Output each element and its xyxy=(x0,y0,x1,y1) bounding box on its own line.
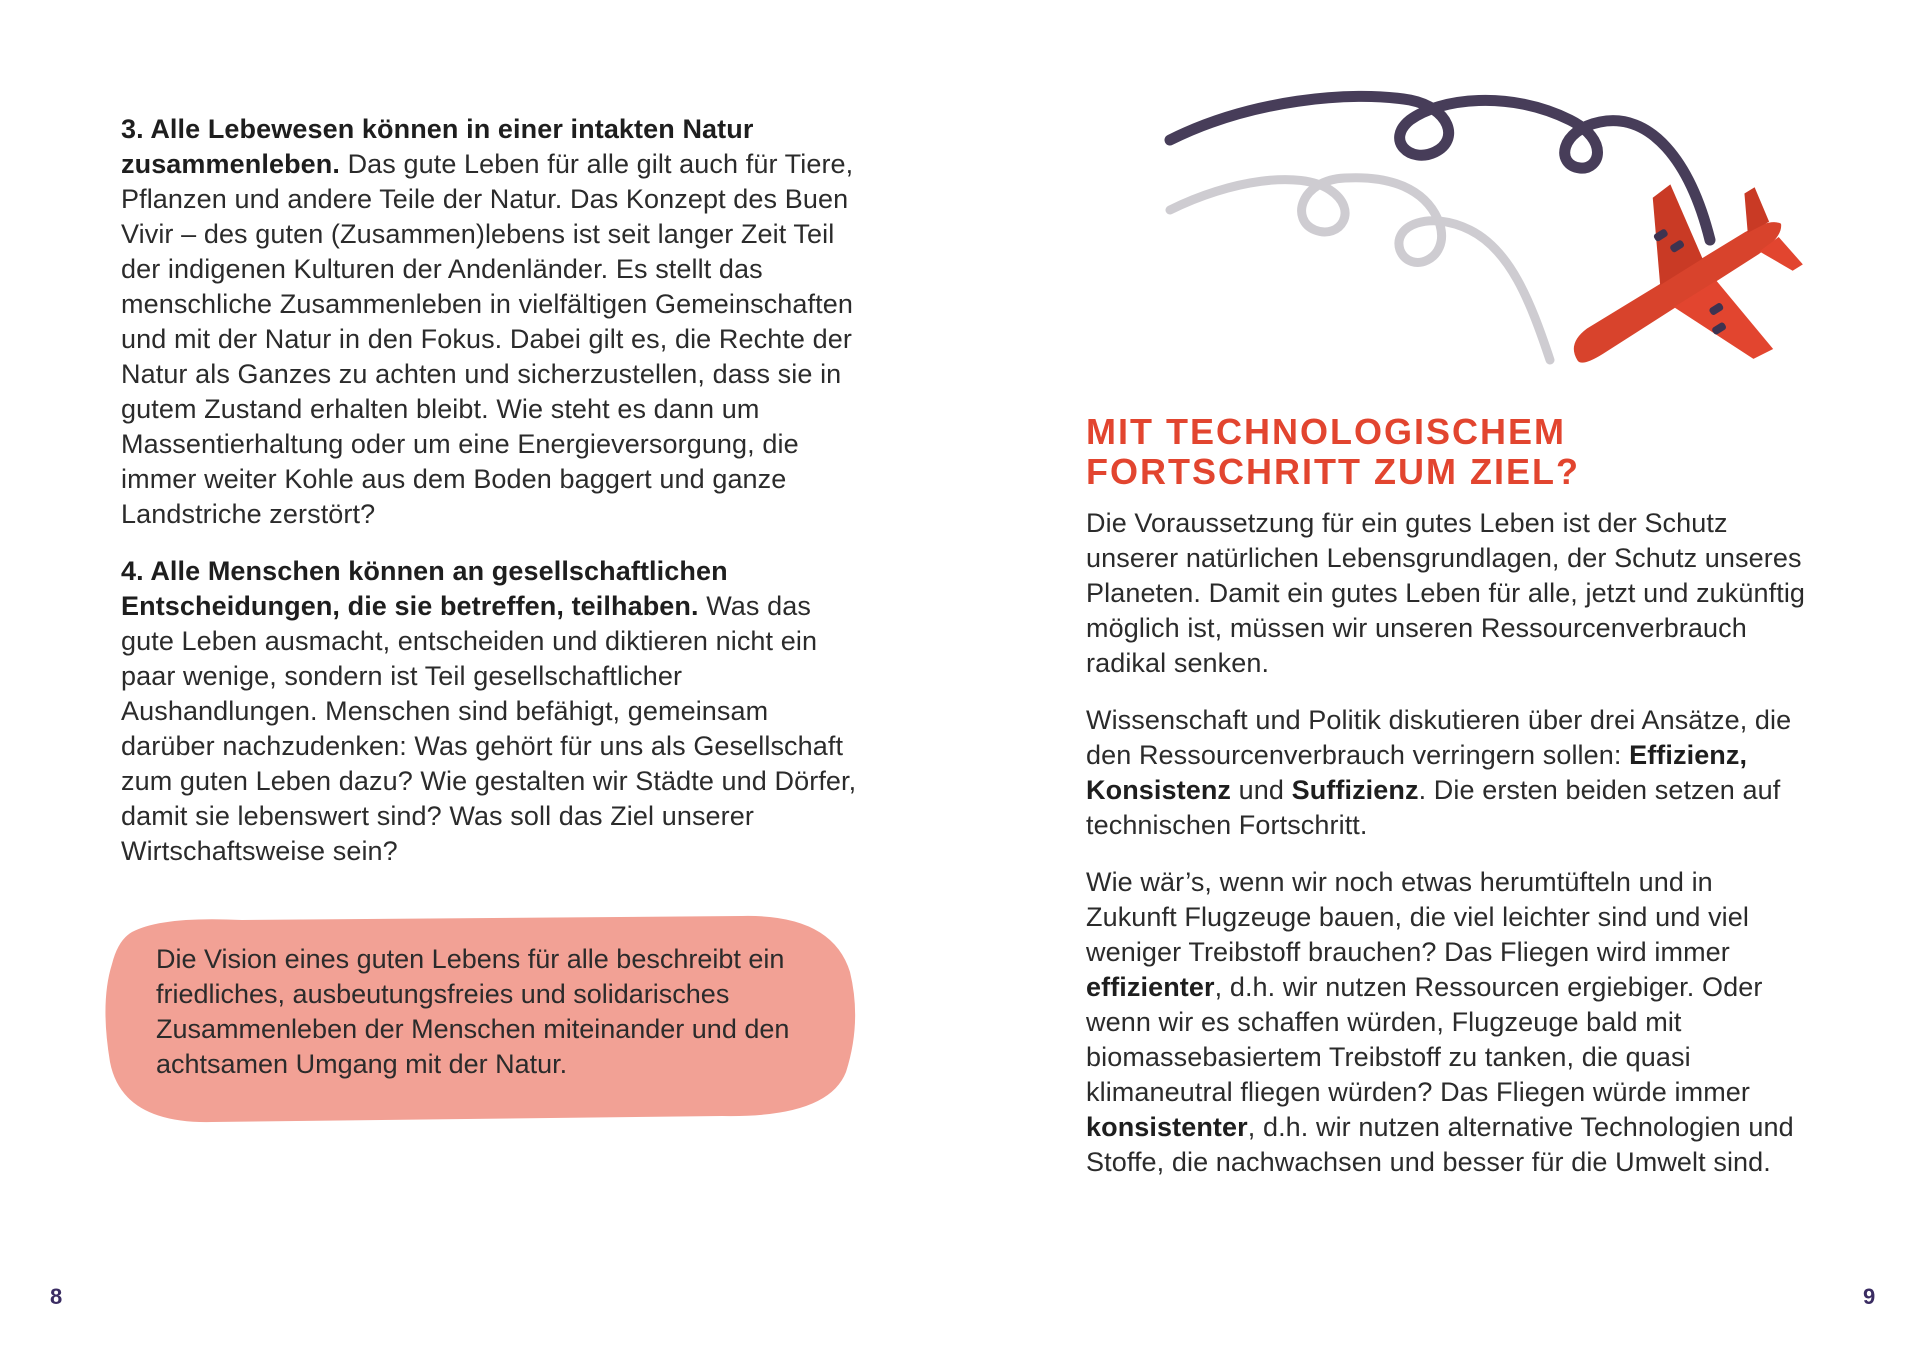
right-text-column xyxy=(1086,412,1806,1202)
paragraph-3 xyxy=(121,112,861,532)
callout-text: Die Vision eines guten Lebens für alle beschreibt ein friedliches, ausbeutungsfreies und solidarisches Zusammenleben der Menschen miteinander und den achtsamen Umgang mit der Natur. xyxy=(156,944,790,1079)
p3-text-1: Wie wär’s, wenn wir noch etwas herumtüfteln und in Zukunft Flugzeuge bauen, die viel leichter sind und viel weniger Treibstoff brauchen? Das Fliegen wird immer xyxy=(1086,867,1749,967)
paragraph-4-lead: 4. Alle Menschen können an gesellschaftlichen Entscheidungen, die sie betreffen, teilhaben. xyxy=(121,556,728,621)
paragraph-4 xyxy=(121,554,861,869)
p2-text-2: und xyxy=(1231,775,1292,805)
p3-text-3: , d.h. wir nutzen alternative Technologien und Stoffe, die nachwachsen und besser für die Umwelt sind. xyxy=(1086,1112,1794,1177)
p2-bold-1: Effizienz, Konsistenz xyxy=(1086,740,1748,805)
p3-bold-2: konsistenter xyxy=(1086,1112,1248,1142)
paragraph-3-lead: 3. Alle Lebewesen können in einer intakten Natur zusammenleben. xyxy=(121,114,754,179)
vision-callout-box xyxy=(102,912,860,1124)
page-number-left: 8 xyxy=(50,1284,63,1309)
paragraph-4-text: Was das gute Leben ausmacht, entscheiden und diktieren nicht ein paar wenige, sondern ist Teil gesellschaftlicher Aushandlungen. Menschen sind befähigt, gemeinsam darüber nachzudenken: Was gehört für uns als Gesellschaft zum guten Leben dazu? Wie gestalten wir Städte und Dörfer, damit sie lebenswert sind? Was soll das Ziel unserer Wirtschaftsweise sein? xyxy=(121,591,857,866)
right-paragraph-2 xyxy=(1086,703,1806,843)
right-paragraph-1: Die Voraussetzung für ein gutes Leben ist der Schutz unserer natürlichen Lebensgrundlagen, der Schutz unseres Planeten. Damit ein gutes Leben für alle, jetzt und zukünftig möglich ist, müssen wir unseren Ressourcenverbrauch radikal senken. xyxy=(1086,508,1806,678)
p2-text-3: . Die ersten beiden setzen auf technischen Fortschritt. xyxy=(1086,775,1781,840)
p3-bold-1: effizienter xyxy=(1086,972,1215,1002)
p2-text-1: Wissenschaft und Politik diskutieren über drei Ansätze, die den Ressourcenverbrauch verringern sollen: xyxy=(1086,705,1792,770)
airplane-with-loop-trails-icon xyxy=(1130,60,1850,460)
right-paragraph-3 xyxy=(1086,865,1806,1180)
p2-bold-2: Suffizienz xyxy=(1291,775,1419,805)
heading-line-2: FORTSCHRITT ZUM ZIEL? xyxy=(1086,451,1580,492)
heading-line-1: MIT TECHNOLOGISCHEM xyxy=(1086,411,1566,452)
page-number-right: 9 xyxy=(1863,1284,1876,1309)
paragraph-3-text: Das gute Leben für alle gilt auch für Tiere, Pflanzen und andere Teile der Natur. Das Konzept des Buen Vivir – des guten (Zusammen)lebens ist seit langer Zeit Teil der indigenen Kulturen der Andenländer. Es stellt das menschliche Zusammenleben in vielfältigen Gemeinschaften und mit der Natur in den Fokus. Dabei gilt es, die Rechte der Natur als Ganzes zu achten und sicherzustellen, dass sie in gutem Zustand erhalten bleibt. Wie steht es dann um Massentierhaltung oder um eine Energieversorgung, die immer weiter Kohle aus dem Boden baggert und ganze Landstriche zerstört? xyxy=(121,149,854,529)
section-heading xyxy=(1086,412,1806,492)
p3-text-2: , d.h. wir nutzen Ressourcen ergiebiger. Oder wenn wir es schaffen würden, Flugzeuge bald mit biomassebasiertem Treibstoff zu tanken, die quasi klimaneutral fliegen würden? Das Fliegen würde immer xyxy=(1086,972,1763,1107)
left-text-column xyxy=(121,112,861,891)
